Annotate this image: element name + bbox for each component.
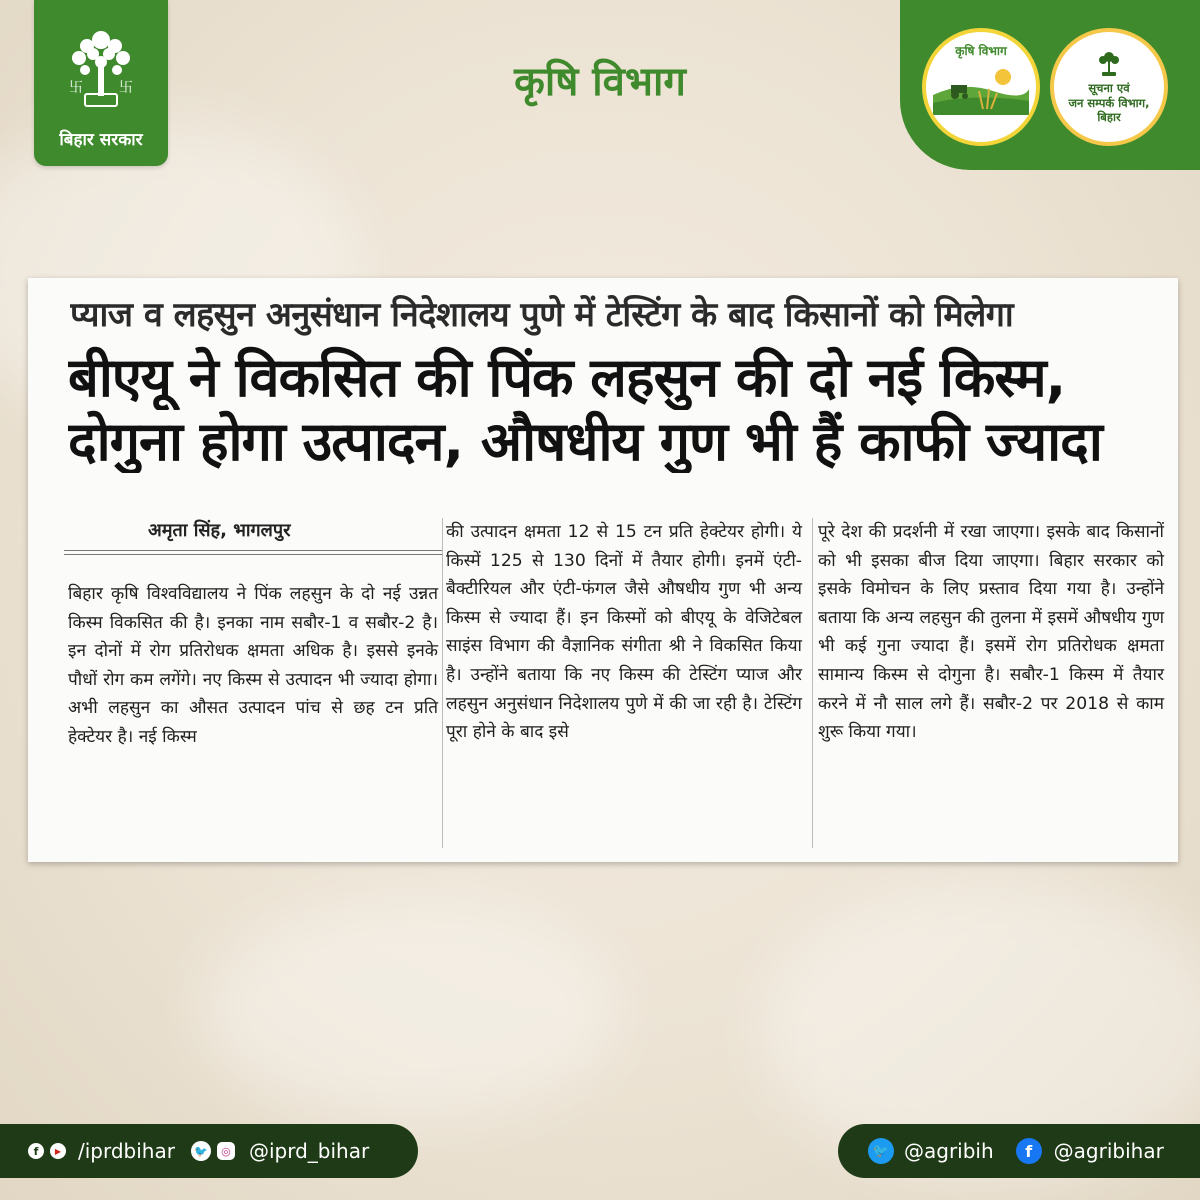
article-column-2: की उत्पादन क्षमता 12 से 15 टन प्रति हेक्टेयर होगी। ये किस्में 125 से 130 दिनों में तैयार होगी। इनमें एंटी-बैक्टीरियल और एंटी-फंगल जैसे औषधीय गुण भी अन्य किस्म से ज्यादा हैं। इन किस्मों को बीएयू के वेजिटेबल साइंस विभाग की वैज्ञानिक संगीता श्री ने विकसित किया है। उन्होंने बताया कि नए किस्म की टेस्टिंग प्याज और लहसुन अनुसंधान निदेशालय पुणे में की जा रही है। टेस्टिंग पूरा होने के बाद इसे bbox=[446, 522, 802, 743]
column-divider bbox=[442, 518, 443, 848]
headline-line: दोगुना होगा उत्पादन, औषधीय गुण भी हैं काफी ज्यादा bbox=[68, 409, 1102, 473]
instagram-icon[interactable]: ◎ bbox=[217, 1142, 235, 1160]
agribihar-facebook-link[interactable]: @agribihar bbox=[1053, 1139, 1164, 1163]
column-divider bbox=[812, 518, 813, 848]
logo-left-label: कृषि विभाग bbox=[955, 43, 1007, 58]
logo-panel bbox=[900, 0, 1200, 170]
page-title: कृषि विभाग bbox=[514, 59, 686, 105]
article-headline bbox=[68, 346, 1160, 473]
ipr-logo-line: सूचना एवं bbox=[1088, 80, 1130, 95]
facebook-icon[interactable]: f bbox=[28, 1143, 44, 1159]
ipr-department-logo bbox=[1050, 28, 1168, 146]
agribih-twitter-link[interactable]: @agribih bbox=[904, 1139, 994, 1163]
ipr-logo-line: जन सम्पर्क विभाग, bbox=[1068, 95, 1150, 110]
headline-line: बीएयू ने विकसित की पिंक लहसुन की दो नई किस्म, bbox=[68, 346, 1066, 409]
background-blob bbox=[200, 900, 620, 1120]
facebook-icon[interactable]: f bbox=[1016, 1138, 1042, 1164]
svg-text:卐: 卐 bbox=[69, 80, 83, 96]
ipr-logo-text bbox=[1068, 81, 1149, 126]
youtube-icon[interactable]: ▶ bbox=[50, 1143, 66, 1159]
byline-rule bbox=[64, 554, 442, 555]
newspaper-clipping bbox=[28, 278, 1178, 862]
farm-landscape-icon bbox=[933, 65, 1029, 115]
emblem-label: बिहार सरकार bbox=[59, 130, 143, 150]
article-kicker: प्याज व लहसुन अनुसंधान निदेशालय पुणे में टेस्टिंग के बाद किसानों को मिलेगा bbox=[70, 295, 1014, 335]
twitter-icon[interactable]: 🐦 bbox=[868, 1138, 894, 1164]
twitter-icon[interactable]: 🐦 bbox=[191, 1141, 211, 1161]
article-column-3: पूरे देश की प्रदर्शनी में रखा जाएगा। इसके बाद किसानों को भी इसका बीज दिया जाएगा। बिहार सरकार को इसके विमोचन के लिए प्रस्ताव दिया गया है। उन्होंने बताया कि अन्य लहसुन की तुलना में इसमें औषधीय गुण भी कई गुना ज्यादा हैं। इसमें रोग प्रतिरोधक क्षमता सामान्य किस्म से दोगुना है। सबौर-1 किस्म में तैयार करने में नौ साल लगे हैं। सबौर-2 पर 2018 से काम शुरू किया गया। bbox=[818, 522, 1164, 743]
agriculture-department-logo bbox=[922, 28, 1040, 146]
article-column-1: बिहार कृषि विश्वविद्यालय ने पिंक लहसुन के दो नई उन्नत किस्म विकसित की है। इनका नाम सबौर-1 व सबौर-2 है। इन दोनों में रोग प्रतिरोधक क्षमता अधिक है। इससे इनके पौधों रोग कम लगेंगे। नए किस्म से उत्पादन भी ज्यादा होगा। अभी लहसुन का औसत उत्पादन पांच से छह टन प्रति हेक्टेयर है। नई किस्म bbox=[68, 584, 438, 747]
iprd-handle-link[interactable]: /iprdbihar bbox=[78, 1139, 175, 1163]
svg-text:卐: 卐 bbox=[119, 80, 133, 96]
iprd-twitter-handle-link[interactable]: @iprd_bihar bbox=[248, 1139, 370, 1163]
footer-social-right bbox=[838, 1124, 1200, 1178]
state-seal-icon bbox=[1094, 49, 1124, 79]
footer-social-left bbox=[0, 1124, 418, 1178]
byline-rule bbox=[64, 550, 442, 551]
ipr-logo-line: बिहार bbox=[1097, 110, 1121, 125]
article-byline: अमृता सिंह, भागलपुर bbox=[148, 520, 291, 541]
